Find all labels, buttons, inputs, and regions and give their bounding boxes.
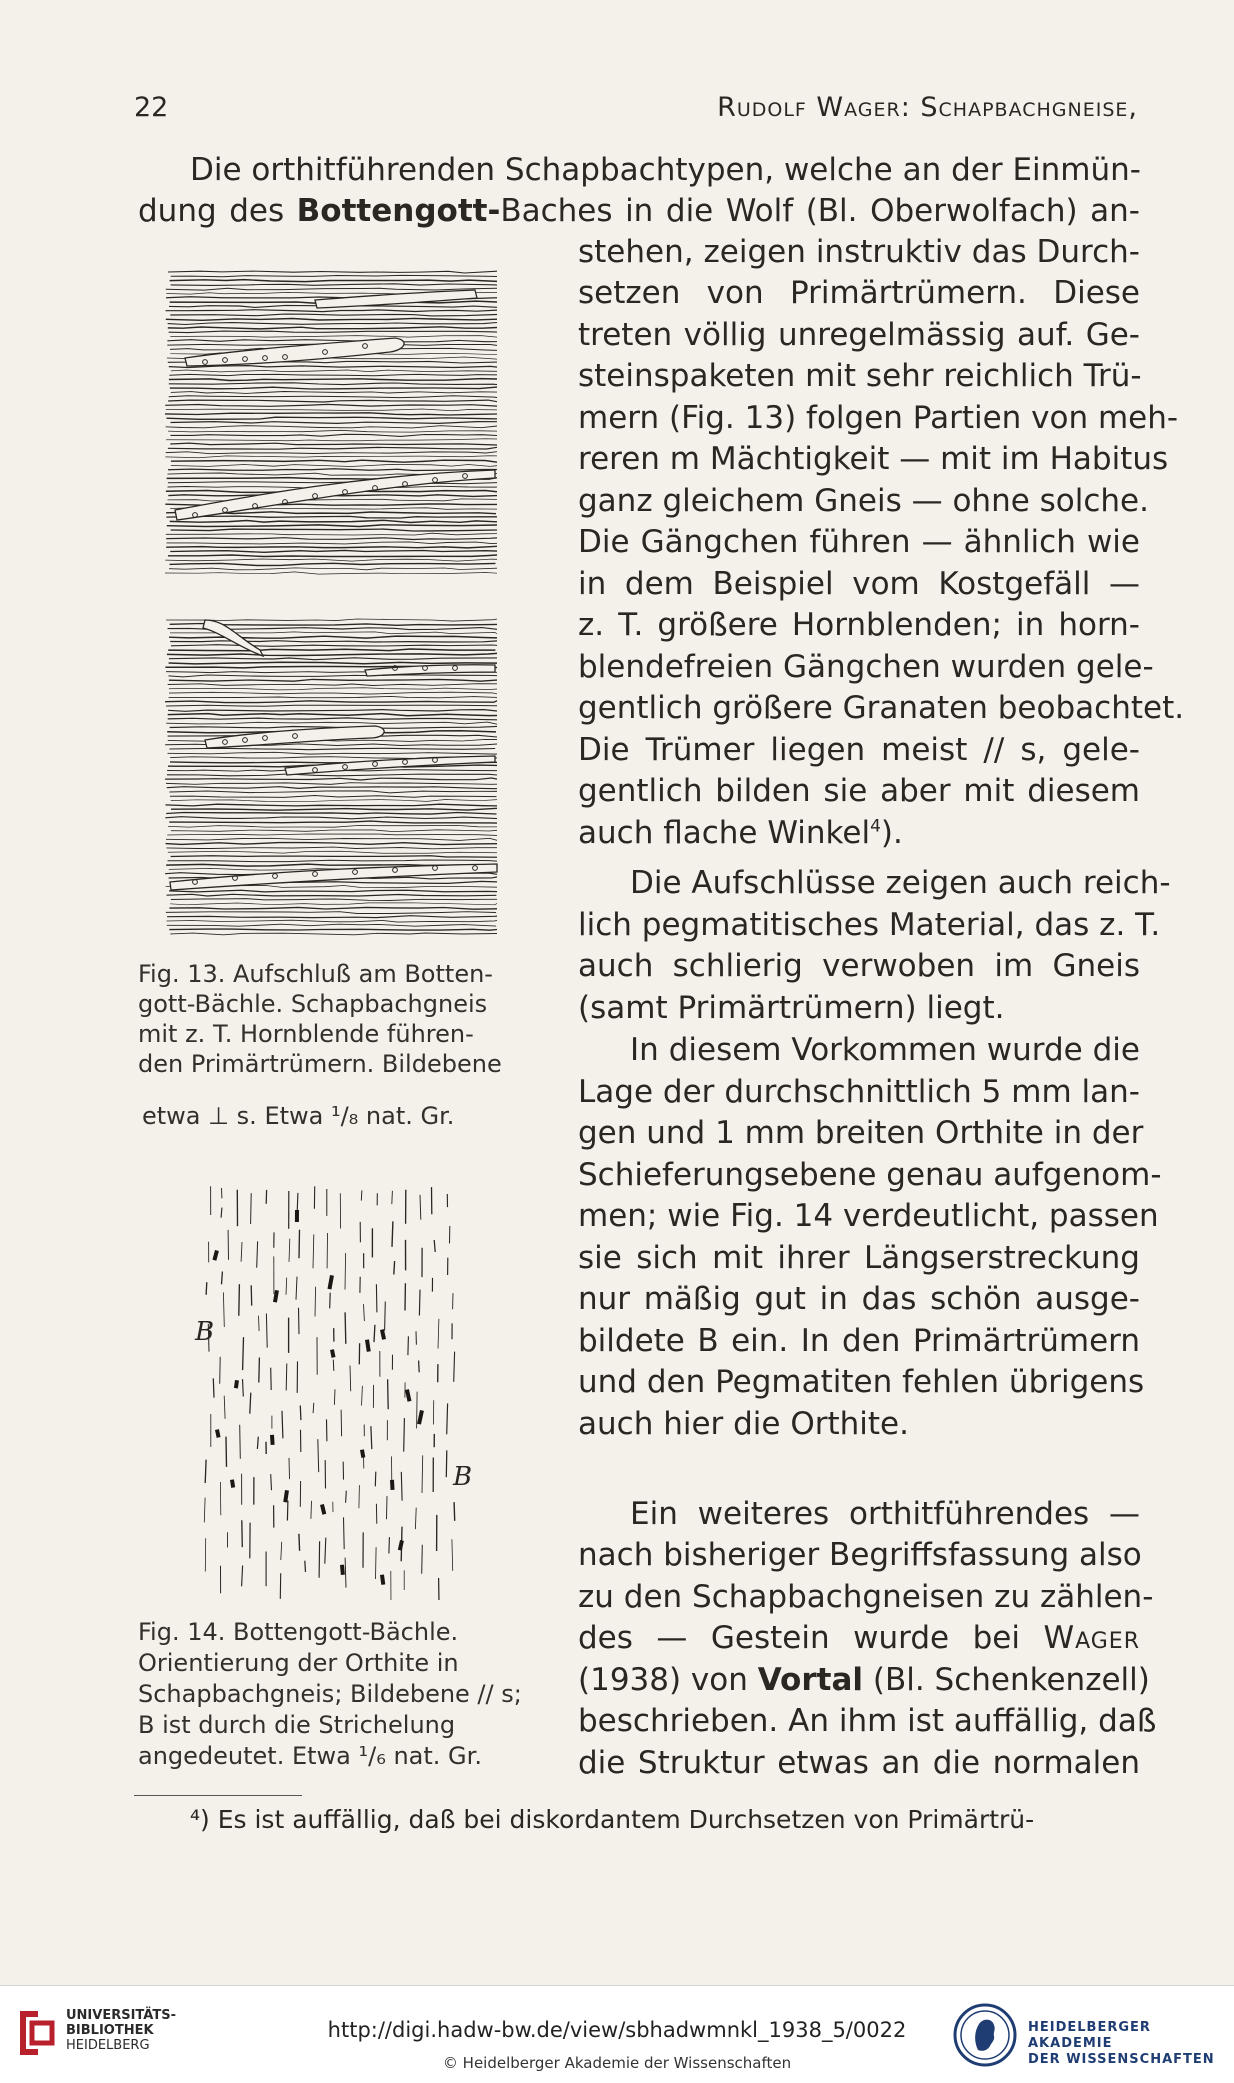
body-line: auch flache Winkel$^4$). xyxy=(578,818,903,849)
body-line: (samt Primärtrümern) liegt. xyxy=(578,993,1005,1024)
body-line: Ein weiteres orthitführendes — xyxy=(630,1499,1140,1530)
footnote-rule xyxy=(134,1795,302,1796)
body-line: men; wie Fig. 14 verdeutlicht, passen xyxy=(578,1201,1140,1232)
figure-13-caption: Fig. 13. Aufschluß am Botten- xyxy=(138,962,493,986)
body-line: und den Pegmatiten fehlen übrigens xyxy=(578,1367,1140,1398)
figure-14-caption: B ist durch die Strichelung xyxy=(138,1713,455,1737)
body-line: ganz gleichem Gneis — ohne solche. xyxy=(578,486,1140,517)
body-line: nach bisheriger Begriffsfassung also xyxy=(578,1540,1140,1571)
body-line: z. T. größere Hornblenden; in horn- xyxy=(578,610,1140,641)
figure-14-label-b: B xyxy=(452,1462,472,1492)
figure-14-caption: Schapbachgneis; Bildebene // s; xyxy=(138,1682,522,1706)
university-library-name: UNIVERSITÄTS- BIBLIOTHEK HEIDELBERG xyxy=(66,2008,176,2053)
body-line: treten völlig unregelmässig auf. Ge- xyxy=(578,320,1140,351)
running-title: Rudolf Wager: Schapbachgneise, xyxy=(717,92,1138,123)
body-line: Die Trümer liegen meist // s, gele- xyxy=(578,735,1140,766)
body-line: in dem Beispiel vom Kostgefäll — xyxy=(578,569,1140,600)
body-line: auch schlierig verwoben im Gneis xyxy=(578,951,1140,982)
body-line: stehen, zeigen instruktiv das Durch- xyxy=(578,237,1140,268)
body-line: Die Aufschlüsse zeigen auch reich- xyxy=(630,868,1140,899)
figure-14-orthite-sketch xyxy=(190,1180,490,1600)
body-line: blendefreien Gängchen wurden gele- xyxy=(578,652,1140,683)
body-line: gen und 1 mm breiten Orthite in der xyxy=(578,1118,1140,1149)
figure-13-caption: gott-Bächle. Schapbachgneis xyxy=(138,992,487,1016)
body-line: beschrieben. An ihm ist auffällig, daß xyxy=(578,1706,1140,1737)
body-line: mern (Fig. 13) folgen Partien von meh- xyxy=(578,403,1140,434)
figure-13-caption: mit z. T. Hornblende führen- xyxy=(138,1022,474,1046)
body-line: In diesem Vorkommen wurde die xyxy=(630,1035,1140,1066)
body-line: auch hier die Orthite. xyxy=(578,1409,909,1440)
footnote: ⁴) Es ist auffällig, daß bei diskordantem Durchsetzen von Primärtrü- xyxy=(190,1807,1034,1832)
body-line: nur mäßig gut in das schön ausge- xyxy=(578,1284,1140,1315)
academy-name: HEIDELBERGER AKADEMIE DER WISSENSCHAFTEN xyxy=(1028,2020,1234,2068)
body-line: gentlich bilden sie aber mit diesem xyxy=(578,776,1140,807)
page-number: 22 xyxy=(134,92,168,123)
figure-13-outcrop-sketch xyxy=(165,270,500,940)
copyright-notice: © Heidelberger Akademie der Wissenschaften xyxy=(0,2054,1234,2072)
body-line: zu den Schapbachgneisen zu zählen- xyxy=(578,1582,1140,1613)
body-line: Schieferungsebene genau aufgenom- xyxy=(578,1160,1140,1191)
body-line: reren m Mächtigkeit — mit im Habitus xyxy=(578,444,1140,475)
figure-13-caption: den Primärtrümern. Bildebene xyxy=(138,1052,502,1076)
body-line: bildete B ein. In den Primärtrümern xyxy=(578,1326,1140,1357)
body-line: Die orthitführenden Schapbachtypen, welche an der Einmün- xyxy=(190,155,1140,186)
body-line: gentlich größere Granaten beobachtet. xyxy=(578,693,1140,724)
body-line: steinspaketen mit sehr reichlich Trü- xyxy=(578,361,1140,392)
body-line: die Struktur etwas an die normalen xyxy=(578,1748,1140,1779)
figure-14-caption: Fig. 14. Bottengott-Bächle. xyxy=(138,1620,458,1644)
body-line: setzen von Primärtrümern. Diese xyxy=(578,278,1140,309)
body-line: (1938) von Vortal (Bl. Schenkenzell) xyxy=(578,1665,1140,1696)
body-line: Die Gängchen führen — ähnlich wie xyxy=(578,527,1140,558)
figure-14-caption: angedeutet. Etwa ¹/₆ nat. Gr. xyxy=(138,1744,482,1768)
body-line: sie sich mit ihrer Längserstreckung xyxy=(578,1243,1140,1274)
figure-14-label-b: B xyxy=(194,1317,214,1347)
body-line: lich pegmatitisches Material, das z. T. xyxy=(578,910,1140,941)
academy-seal-icon xyxy=(952,2002,1018,2068)
body-line: dung des Bottengott-Baches in die Wolf (Bl. Oberwolfach) an- xyxy=(138,196,1140,227)
figure-13-caption: etwa ⊥ s. Etwa ¹/₈ nat. Gr. xyxy=(142,1104,454,1128)
source-url-link[interactable]: http://digi.hadw-bw.de/view/sbhadwmnkl_1938_5/0022 xyxy=(0,2018,1234,2042)
body-line: des — Gestein wurde bei Wager xyxy=(578,1623,1140,1654)
figure-14-caption: Orientierung der Orthite in xyxy=(138,1651,459,1675)
body-line: Lage der durchschnittlich 5 mm lan- xyxy=(578,1077,1140,1108)
